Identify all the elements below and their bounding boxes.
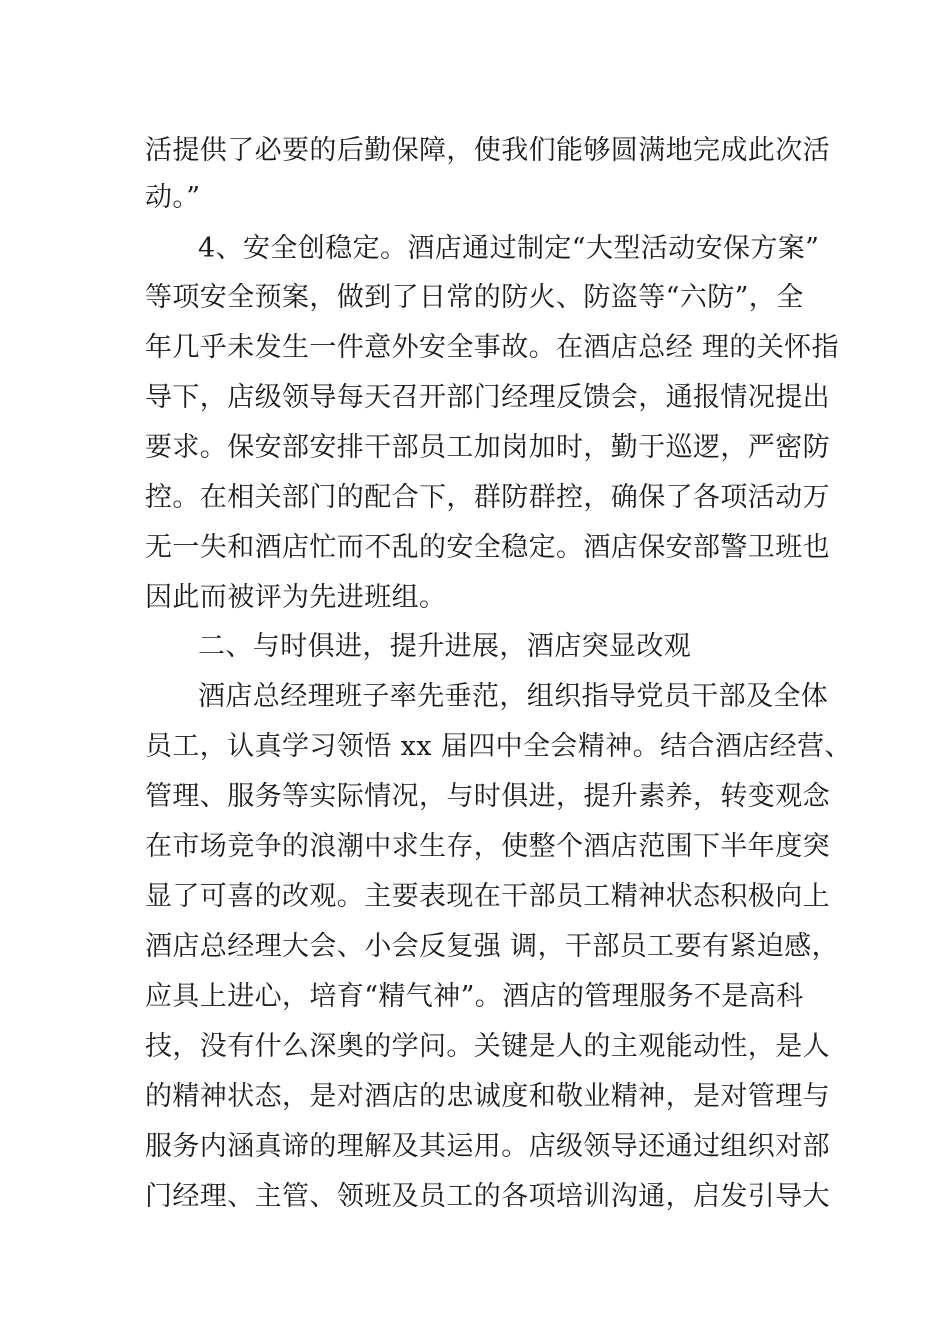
text-line-4: 等项安全预案，做到了日常的防火、防盗等“六防”，全 [145,282,804,313]
text-line-19: 技，没有什么深奥的学问。关键是人的主观能动性，是人 [145,1031,830,1062]
text-line-12: 酒店总经理班子率先垂范，组织指导党员干部及全体 [198,681,829,712]
text-line-14: 管理、服务等实际情况，与时俱进，提升素养，转变观念 [145,781,830,812]
text-line-15: 在市场竞争的浪潮中求生存，使整个酒店范围下半年度突 [145,831,830,862]
text-line-8: 控。在相关部门的配合下，群防群控，确保了各项活动万 [145,482,830,513]
text-line-20: 的精神状态，是对酒店的忠诚度和敬业精神，是对管理与 [145,1081,830,1112]
text-line-1: 活提供了必要的后勤保障，使我们能够圆满地完成此次活 [145,135,830,166]
text-line-22: 门经理、主管、领班及员工的各项培训沟通，启发引导大 [145,1181,830,1212]
text-line-13: 员工，认真学习领悟 xx 届四中全会精神。结合酒店经营、 [145,731,852,762]
text-line-3: 4、安全创稳定。酒店通过制定“大型活动安保方案” [198,233,820,264]
text-line-5: 年几乎未发生一件意外安全事故。在酒店总经 理的关怀指 [145,332,839,363]
text-line-18: 应具上进心，培育“精气神”。酒店的管理服务不是高科 [145,981,804,1012]
section-heading: 二、与时俱进，提升进展，酒店突显改观 [198,631,692,662]
text-line-16: 显了可喜的改观。主要表现在干部员工精神状态积极向上 [145,881,830,912]
text-line-10: 因此而被评为先进班组。 [145,582,447,613]
text-line-9: 无一失和酒店忙而不乱的安全稳定。酒店保安部警卫班也 [145,532,830,563]
text-line-21: 服务内涵真谛的理解及其运用。店级领导还通过组织对部 [145,1131,830,1162]
text-line-7: 要求。保安部安排干部员工加岗加时，勤于巡逻，严密防 [145,432,830,463]
text-line-17: 酒店总经理大会、小会反复强 调，干部员工要有紧迫感， [145,931,839,962]
text-line-6: 导下，店级领导每天召开部门经理反馈会，通报情况提出 [145,382,830,413]
text-line-2: 动。” [145,182,201,213]
